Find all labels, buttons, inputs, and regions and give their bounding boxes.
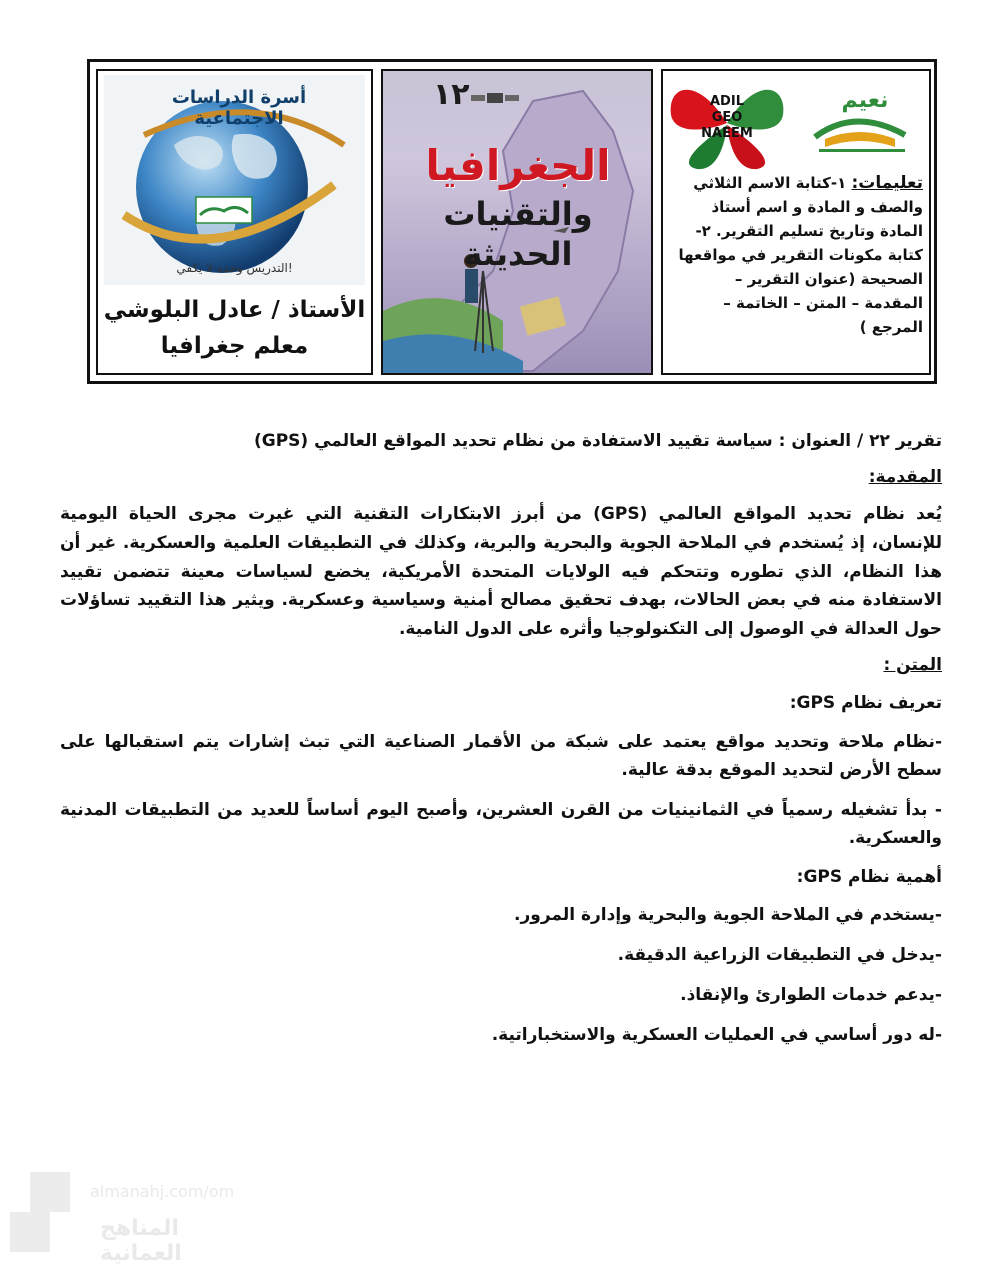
naeem-wordmark: نعيم xyxy=(841,88,889,113)
instructions-text: ١-كتابة الاسم الثلاثي والصف و المادة و اسم أستاذ المادة وتاريخ تسليم التقرير. ٢- كتابة مكونات التقرير في مواقعها الصحيحة (عنوان التقرير – المقدمة – المتن – الخاتمة – المرجع ) xyxy=(678,174,923,336)
cover-title-geography: الجغرافيا xyxy=(425,141,611,190)
satellite-icon xyxy=(471,93,519,103)
motto-text: التدريس وحده لا يكفي! xyxy=(176,261,293,275)
logo-adil-text: ADIL xyxy=(710,94,744,109)
book-leaf-icon xyxy=(795,77,925,157)
importance-item: -يدعم خدمات الطوارئ والإنقاذ. xyxy=(680,984,942,1005)
watermark-logo-icon xyxy=(10,1172,80,1252)
teacher-name: الأستاذ / عادل البلوشي xyxy=(103,297,366,323)
grade-number: ١٢ xyxy=(433,77,470,112)
naeem-logo xyxy=(795,77,925,157)
book-cover xyxy=(381,69,653,375)
importance-item: -له دور أساسي في العمليات العسكرية والاستخباراتية. xyxy=(491,1024,942,1045)
definition-item: -نظام ملاحة وتحديد مواقع يعتمد على شبكة من الأقمار الصناعية التي تبث إشارات يتم استقبالها على سطح الأرض لتحديد الموقع بدقة عالية. xyxy=(60,731,942,780)
watermark-site: almanahj.com/om xyxy=(90,1182,235,1201)
report-title: تقرير ٢٢ / العنوان : سياسة تقييد الاستفادة من نظام تحديد المواقع العالمي (GPS) xyxy=(253,431,942,451)
importance-item: -يدخل في التطبيقات الزراعية الدقيقة. xyxy=(617,944,942,965)
header-frame xyxy=(87,59,937,384)
body-heading: المتن : xyxy=(883,654,942,675)
definition-item: - بدأ تشغيله رسمياً في الثمانينيات من القرن العشرين، وأصبح اليوم أساساً للعديد من التطبيقات المدنية والعسكرية. xyxy=(60,799,942,848)
logo-geo-text: GEO xyxy=(711,110,743,125)
teacher-role: معلم جغرافيا xyxy=(160,333,309,359)
intro-paragraph: يُعد نظام تحديد المواقع العالمي (GPS) من أبرز الابتكارات التقنية التي غيرت مجرى الحياة اليومية للإنسان، إذ يُستخدم في الملاحة الجوية والبحرية والبرية، وكذلك في التطبيقات العلمية والعسكرية. غير أن هذا النظام، الذي تطوره وتتحكم فيه الولايات المتحدة الأمريكية، يخضع لسياسات معينة تتضمن تقييد الاستفادة منه في بعض الحالات، بهدف تحقيق مصالح أمنية وسياسية وعسكرية. ويثير هذا التقييد تساؤلات حول العدالة في الوصول إلى التكنولوجيا وأثره على الدول النامية. xyxy=(60,504,942,640)
logo-naeem-text: NAEEM xyxy=(701,126,753,141)
instructions-block xyxy=(673,171,923,339)
family-title: أسرة الدراسات الاجتماعية xyxy=(171,87,307,129)
report-content xyxy=(60,428,942,1062)
cover-title-technologies: والتقنيات xyxy=(443,195,593,233)
importance-item: -يستخدم في الملاحة الجوية والبحرية وإدارة المرور. xyxy=(514,904,942,925)
cover-title-modern: الحديثة xyxy=(463,235,573,273)
watermark-name: المناهج العمانية xyxy=(100,1216,182,1266)
globe-image xyxy=(104,75,365,285)
intro-heading: المقدمة: xyxy=(868,467,942,487)
importance-heading: أهمية نظام GPS: xyxy=(796,866,942,887)
definition-heading: تعريف نظام GPS: xyxy=(789,692,942,713)
adil-geo-naeem-logo xyxy=(667,75,787,171)
watermark xyxy=(10,1172,250,1266)
butterfly-logo-icon xyxy=(667,75,787,171)
instructions-label: تعليمات: xyxy=(851,173,923,193)
social-studies-panel xyxy=(96,69,373,375)
cover-background xyxy=(383,71,651,373)
instructions-panel xyxy=(661,69,931,375)
